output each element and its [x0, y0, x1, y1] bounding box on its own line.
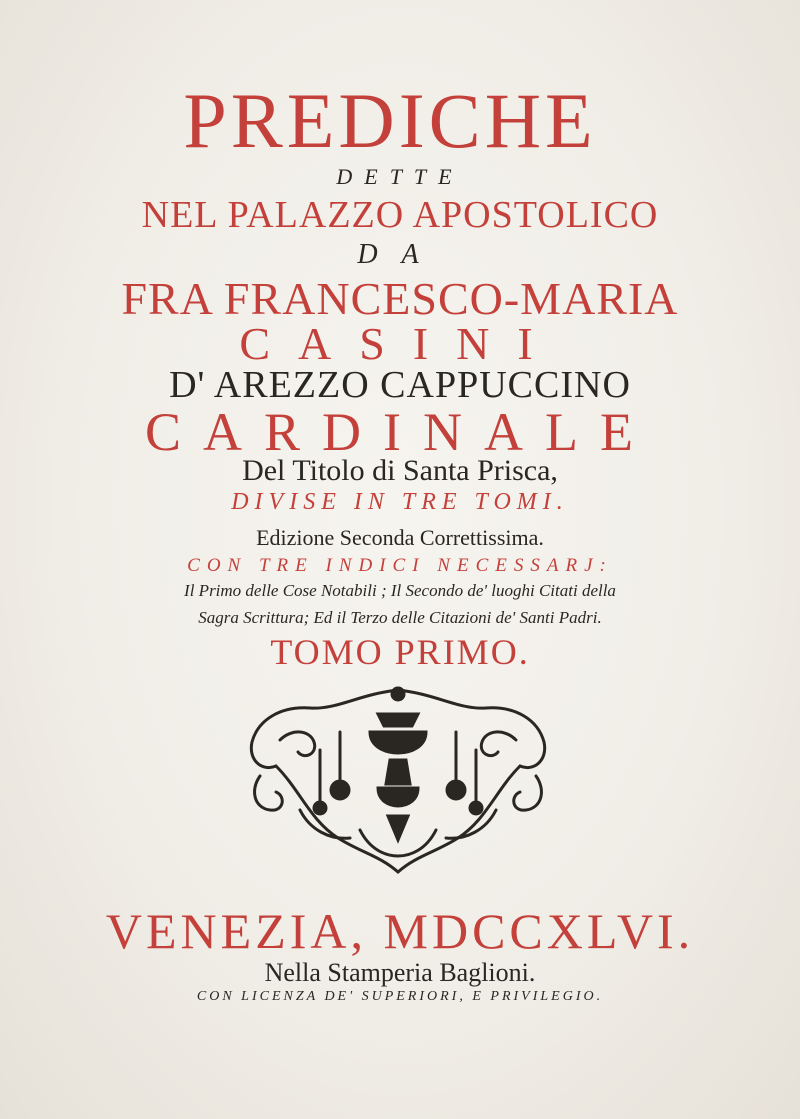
da-line: DA	[357, 239, 443, 270]
author-surname-line: CASINI	[239, 318, 561, 369]
place-year-line: VENEZIA, MDCCXLVI.	[105, 903, 695, 959]
palazzo-line: NEL PALAZZO APOSTOLICO	[141, 194, 659, 236]
printers-ornament-icon	[240, 680, 556, 876]
dette-line: DETTE	[336, 164, 464, 189]
printer-line: Nella Stamperia Baglioni.	[264, 958, 536, 987]
indici-line-1: Il Primo delle Cose Notabili ; Il Secondo de' luoghi Citati della	[184, 581, 616, 600]
book-title: PREDICHE	[183, 77, 597, 164]
rank-line: CARDINALE	[145, 402, 655, 462]
license-line: CON LICENZA DE' SUPERIORI, E PRIVILEGIO.	[196, 989, 604, 1004]
indici-heading: CON TRE INDICI NECESSARJ:	[187, 555, 613, 576]
divise-line: DIVISE IN TRE TOMI.	[231, 489, 569, 515]
indici-line-2: Sagra Scrittura; Ed il Terzo delle Citazioni de' Santi Padri.	[198, 608, 602, 627]
volume-line: TOMO PRIMO.	[270, 632, 530, 672]
origin-line: D' AREZZO CAPPUCCINO	[169, 364, 631, 406]
edition-line: Edizione Seconda Correttissima.	[256, 525, 544, 550]
author-name-line: FRA FRANCESCO-MARIA	[121, 273, 679, 324]
titolo-line: Del Titolo di Santa Prisca,	[242, 454, 558, 487]
